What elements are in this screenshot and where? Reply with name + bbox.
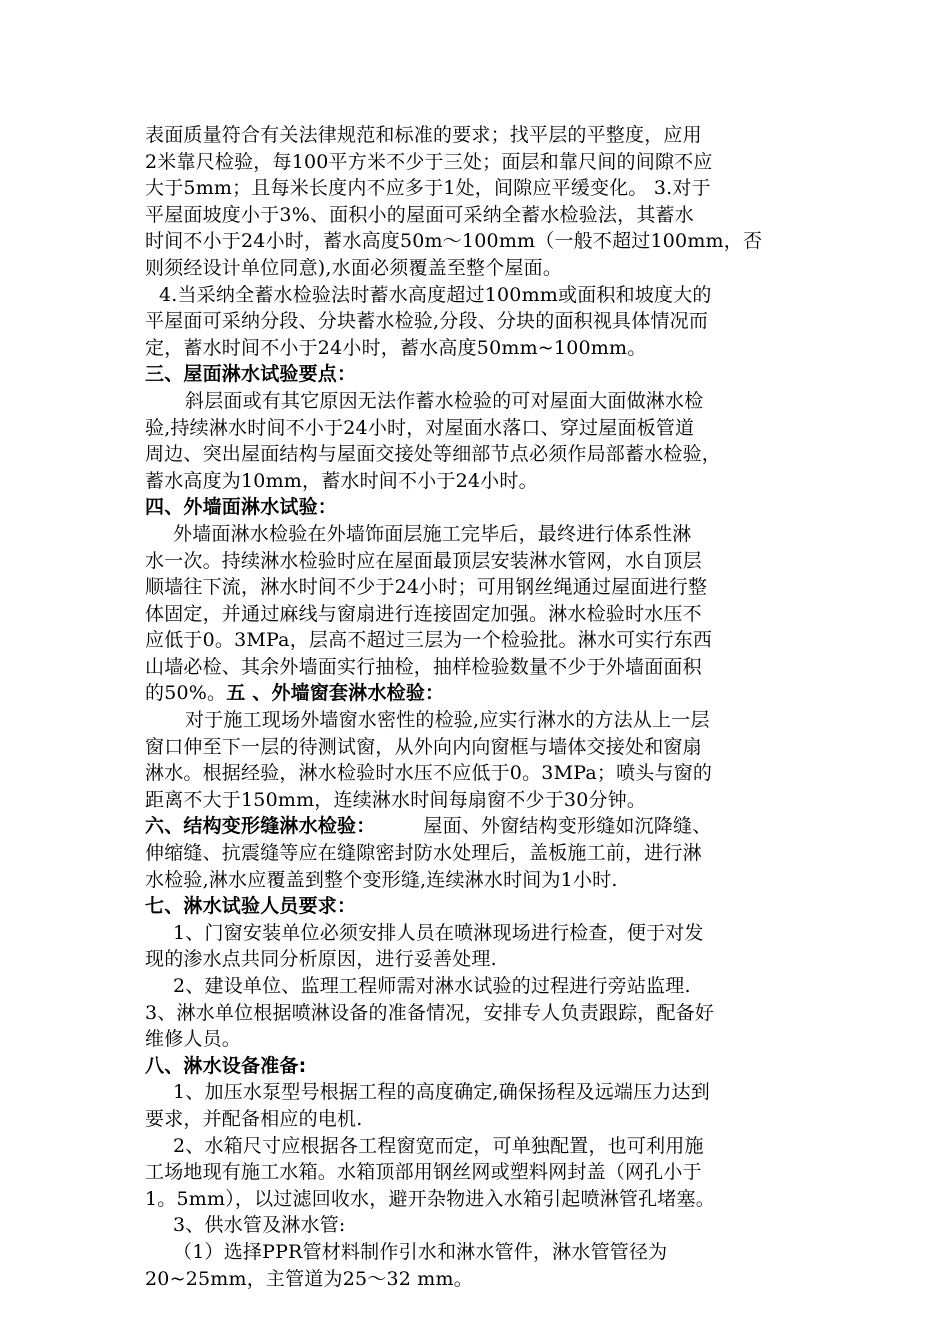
text-line: 4.当采纳全蓄水检验法时蓄水高度超过100mm或面积和坡度大的: [159, 283, 712, 306]
text-line: 山墙必检、其余外墙面实行抽检，抽样检验数量不少于外墙面面积: [145, 655, 702, 678]
text-line: 水一次。持续淋水检验时应在屋面最顶层安装淋水管网，水自顶层: [145, 549, 702, 572]
document-body: [145, 122, 810, 1292]
text-line: 3、供水管及淋水管:: [173, 1214, 346, 1237]
section-heading-8: 八、淋水设备准备:: [145, 1054, 307, 1077]
text-line: 现的渗水点共同分析原因，进行妥善处理.: [145, 948, 497, 971]
text-line: 顺墙往下流，淋水时间不少于24小时；可用钢丝绳通过屋面进行整: [145, 576, 708, 599]
text-line: 2、建设单位、监理工程师需对淋水试验的过程进行旁站监理.: [173, 975, 691, 997]
text-line: 大于5mm；且每米长度内不应多于1处，间隙应平缓变化。 3.对于: [145, 177, 711, 200]
text-line: [145, 680, 810, 707]
text-line: 周边、突出屋面结构与屋面交接处等细部节点必须作局部蓄水检验，: [145, 443, 722, 466]
text-line: 体固定，并通过麻线与窗扇进行连接固定加强。淋水检验时水压不: [145, 602, 702, 625]
text-line: 平屋面坡度小于3%、面积小的屋面可采纳全蓄水检验法，其蓄水: [145, 203, 694, 226]
text-line: 水检验,淋水应覆盖到整个变形缝,连续淋水时间为1小时.: [145, 868, 618, 891]
text-line: 则须经设计单位同意),水面必须覆盖至整个屋面。: [145, 256, 563, 279]
text-line: 2米靠尺检验，每100平方米不少于三处；面层和靠尺间的间隙不应: [145, 150, 713, 173]
text-fragment: 屋面、外窗结构变形缝如沉降缝、: [423, 815, 712, 838]
text-line: 1、加压水泵型号根据工程的高度确定,确保扬程及远端压力达到: [173, 1081, 710, 1104]
text-line: 1、门窗安装单位必须安排人员在喷淋现场进行检查，便于对发: [173, 921, 704, 944]
section-heading-6: 六、结构变形缝淋水检验：: [145, 815, 376, 838]
text-line: 定，蓄水时间不小于24小时，蓄水高度50mm~100mm。: [145, 336, 647, 359]
text-line: 平屋面可采纳分段、分块蓄水检验,分段、分块的面积视具体情况而: [145, 310, 709, 333]
text-line: 斜层面或有其它原因无法作蓄水检验的可对屋面大面做淋水检: [185, 389, 704, 412]
text-line: 维修人员。: [145, 1028, 242, 1051]
text-line: 蓄水高度为10mm，蓄水时间不小于24小时。: [145, 469, 538, 492]
section-heading-7: 七、淋水试验人员要求：: [145, 895, 357, 918]
text-line: 2、水箱尺寸应根据各工程窗宽而定，可单独配置，也可利用施: [173, 1134, 704, 1157]
text-line: 外墙面淋水检验在外墙饰面层施工完毕后，最终进行体系性淋: [173, 522, 692, 545]
text-line: 窗口伸至下一层的待测试窗，从外向内向窗框与墙体交接处和窗扇: [145, 735, 702, 758]
text-line: 时间不小于24小时，蓄水高度50m～100mm（一般不超过100mm，否: [145, 230, 763, 253]
text-line: 3、淋水单位根据喷淋设备的准备情况，安排专人负责跟踪，配备好: [145, 1001, 715, 1024]
text-line: 1。5mm），以过滤回收水，避开杂物进入水箱引起喷淋管孔堵塞。: [145, 1187, 715, 1210]
text-line: 淋水。根据经验，淋水检验时水压不应低于0。3MPa；喷头与窗的: [145, 762, 713, 785]
section-heading-5: 五 、外墙窗套淋水检验：: [226, 682, 445, 705]
text-line: 工场地现有施工水箱。水箱顶部用钢丝网或塑料网封盖（网孔小于: [145, 1161, 702, 1184]
section-heading-4: 四、外墙面淋水试验：: [145, 496, 338, 519]
text-line: 验,持续淋水时间不小于24小时，对屋面水落口、穿过屋面板管道: [145, 416, 695, 439]
text-line: 20~25mm，主管道为25～32 mm。: [145, 1267, 473, 1290]
section-heading-3: 三、屋面淋水试验要点：: [145, 363, 357, 386]
text-line: 对于施工现场外墙窗水密性的检验,应实行淋水的方法从上一层: [185, 709, 710, 732]
text-line: [145, 813, 810, 840]
text-line: 距离不大于150mm，连续淋水时间每扇窗不少于30分钟。: [145, 788, 647, 811]
text-line: 要求，并配备相应的电机.: [145, 1107, 363, 1130]
text-line: （1）选择PPR管材料制作引水和淋水管件，淋水管管径为: [173, 1240, 668, 1263]
text-line: 表面质量符合有关法律规范和标准的要求；找平层的平整度，应用: [145, 124, 702, 146]
text-fragment: 的50%。: [145, 682, 227, 705]
text-line: 应低于0。3MPa，层高不超过三层为一个检验批。淋水可实行东西: [145, 629, 713, 652]
text-line: 伸缩缝、抗震缝等应在缝隙密封防水处理后，盖板施工前，进行淋: [145, 842, 702, 865]
